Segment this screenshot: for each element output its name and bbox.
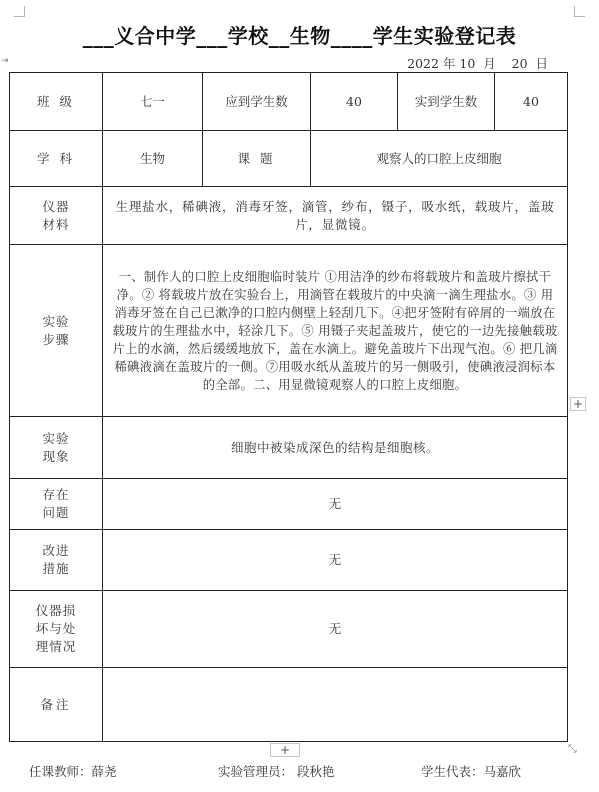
- page-corner-mark-right: [574, 6, 585, 17]
- actual-students-value[interactable]: 40: [495, 73, 568, 131]
- remarks-label: 备注: [10, 668, 103, 742]
- damage-label: [10, 591, 103, 668]
- problems-label-line: 问题: [42, 505, 70, 520]
- class-value[interactable]: 七一: [103, 73, 203, 131]
- table-row: [10, 245, 568, 417]
- phenomenon-label: [10, 417, 103, 479]
- indent-marker-icon[interactable]: ⇥: [1, 56, 9, 66]
- phenomenon-value[interactable]: 细胞中被染成深色的结构是细胞核。: [103, 417, 568, 479]
- table-row: [10, 131, 568, 187]
- table-row: [10, 591, 568, 668]
- steps-label: [10, 245, 103, 417]
- lab-manager-signature: 实验管理员： 段秋艳: [218, 764, 335, 779]
- table-row: [10, 73, 568, 131]
- materials-label-line: 材料: [42, 216, 70, 232]
- damage-label-line: 仪器损: [35, 603, 77, 618]
- topic-value[interactable]: 观察人的口腔上皮细胞: [311, 131, 568, 187]
- table-row: [10, 668, 568, 742]
- subject-value[interactable]: 生物: [103, 131, 203, 187]
- table-row: [10, 479, 568, 530]
- steps-label-line: 实验: [42, 313, 70, 329]
- damage-label-line: 理情况: [35, 639, 77, 654]
- materials-label-line: 仪器: [42, 198, 70, 214]
- student-representative: 学生代表：马嘉欣: [421, 764, 522, 779]
- topic-label: 课 题: [203, 131, 311, 187]
- add-column-button[interactable]: +: [570, 397, 586, 411]
- class-label: 班 级: [10, 73, 103, 131]
- problems-label-line: 存在: [42, 487, 70, 502]
- materials-label: [10, 187, 103, 245]
- materials-value[interactable]: 生理盐水，稀碘液，消毒牙签，滴管，纱布，镊子，吸水纸，载玻片，盖玻片，显微镜。: [103, 187, 568, 245]
- improvement-value[interactable]: 无: [103, 530, 568, 591]
- phenomenon-label-line: 现象: [42, 448, 70, 464]
- steps-label-line: 步骤: [42, 331, 70, 347]
- improvement-label: [10, 530, 103, 591]
- teacher-signature: 任课教师：薛尧: [29, 764, 117, 779]
- improvement-label-line: 措施: [42, 561, 70, 576]
- remarks-value[interactable]: [103, 668, 568, 742]
- table-resize-handle-icon[interactable]: ⤡: [568, 742, 577, 755]
- damage-value[interactable]: 无: [103, 591, 568, 668]
- page-corner-mark-left: [14, 6, 25, 17]
- subject-label: 学 科: [10, 131, 103, 187]
- document-title: ___义合中学___学校__生物____学生实验登记表: [82, 24, 517, 48]
- problems-value[interactable]: 无: [103, 479, 568, 530]
- table-row: [10, 530, 568, 591]
- expected-students-label: 应到学生数: [203, 73, 311, 131]
- add-row-button[interactable]: +: [270, 743, 300, 757]
- document-date: 2022 年 10 月 20 日: [407, 56, 548, 71]
- damage-label-line: 坏与处: [35, 621, 77, 636]
- expected-students-value[interactable]: 40: [311, 73, 398, 131]
- problems-label: [10, 479, 103, 530]
- steps-value[interactable]: 一、制作人的口腔上皮细胞临时装片 ①用洁净的纱布将载玻片和盖玻片擦拭干净。② 将载玻片放在实验台上，用滴管在载玻片的中央滴一滴生理盐水。③ 用消毒牙签在自己已漱净的口腔内侧壁上轻刮几下。④把牙签附有碎屑的一端放在载玻片的生理盐水中，轻涂几下。⑤ 用镊子夹起盖玻片，使它的一边先接触载玻片上的水滴，然后缓缓地放下，盖在水滴上。避免盖玻片下出现气泡。⑥ 把几滴稀碘液滴在盖玻片的一侧。⑦用吸水纸从盖玻片的另一侧吸引，使碘液浸润标本的全部。二、用显微镜观察人的口腔上皮细胞。: [103, 245, 568, 417]
- table-row: [10, 187, 568, 245]
- improvement-label-line: 改进: [42, 543, 70, 558]
- experiment-register-table: [9, 72, 568, 742]
- actual-students-label: 实到学生数: [398, 73, 495, 131]
- phenomenon-label-line: 实验: [42, 430, 70, 446]
- table-row: [10, 417, 568, 479]
